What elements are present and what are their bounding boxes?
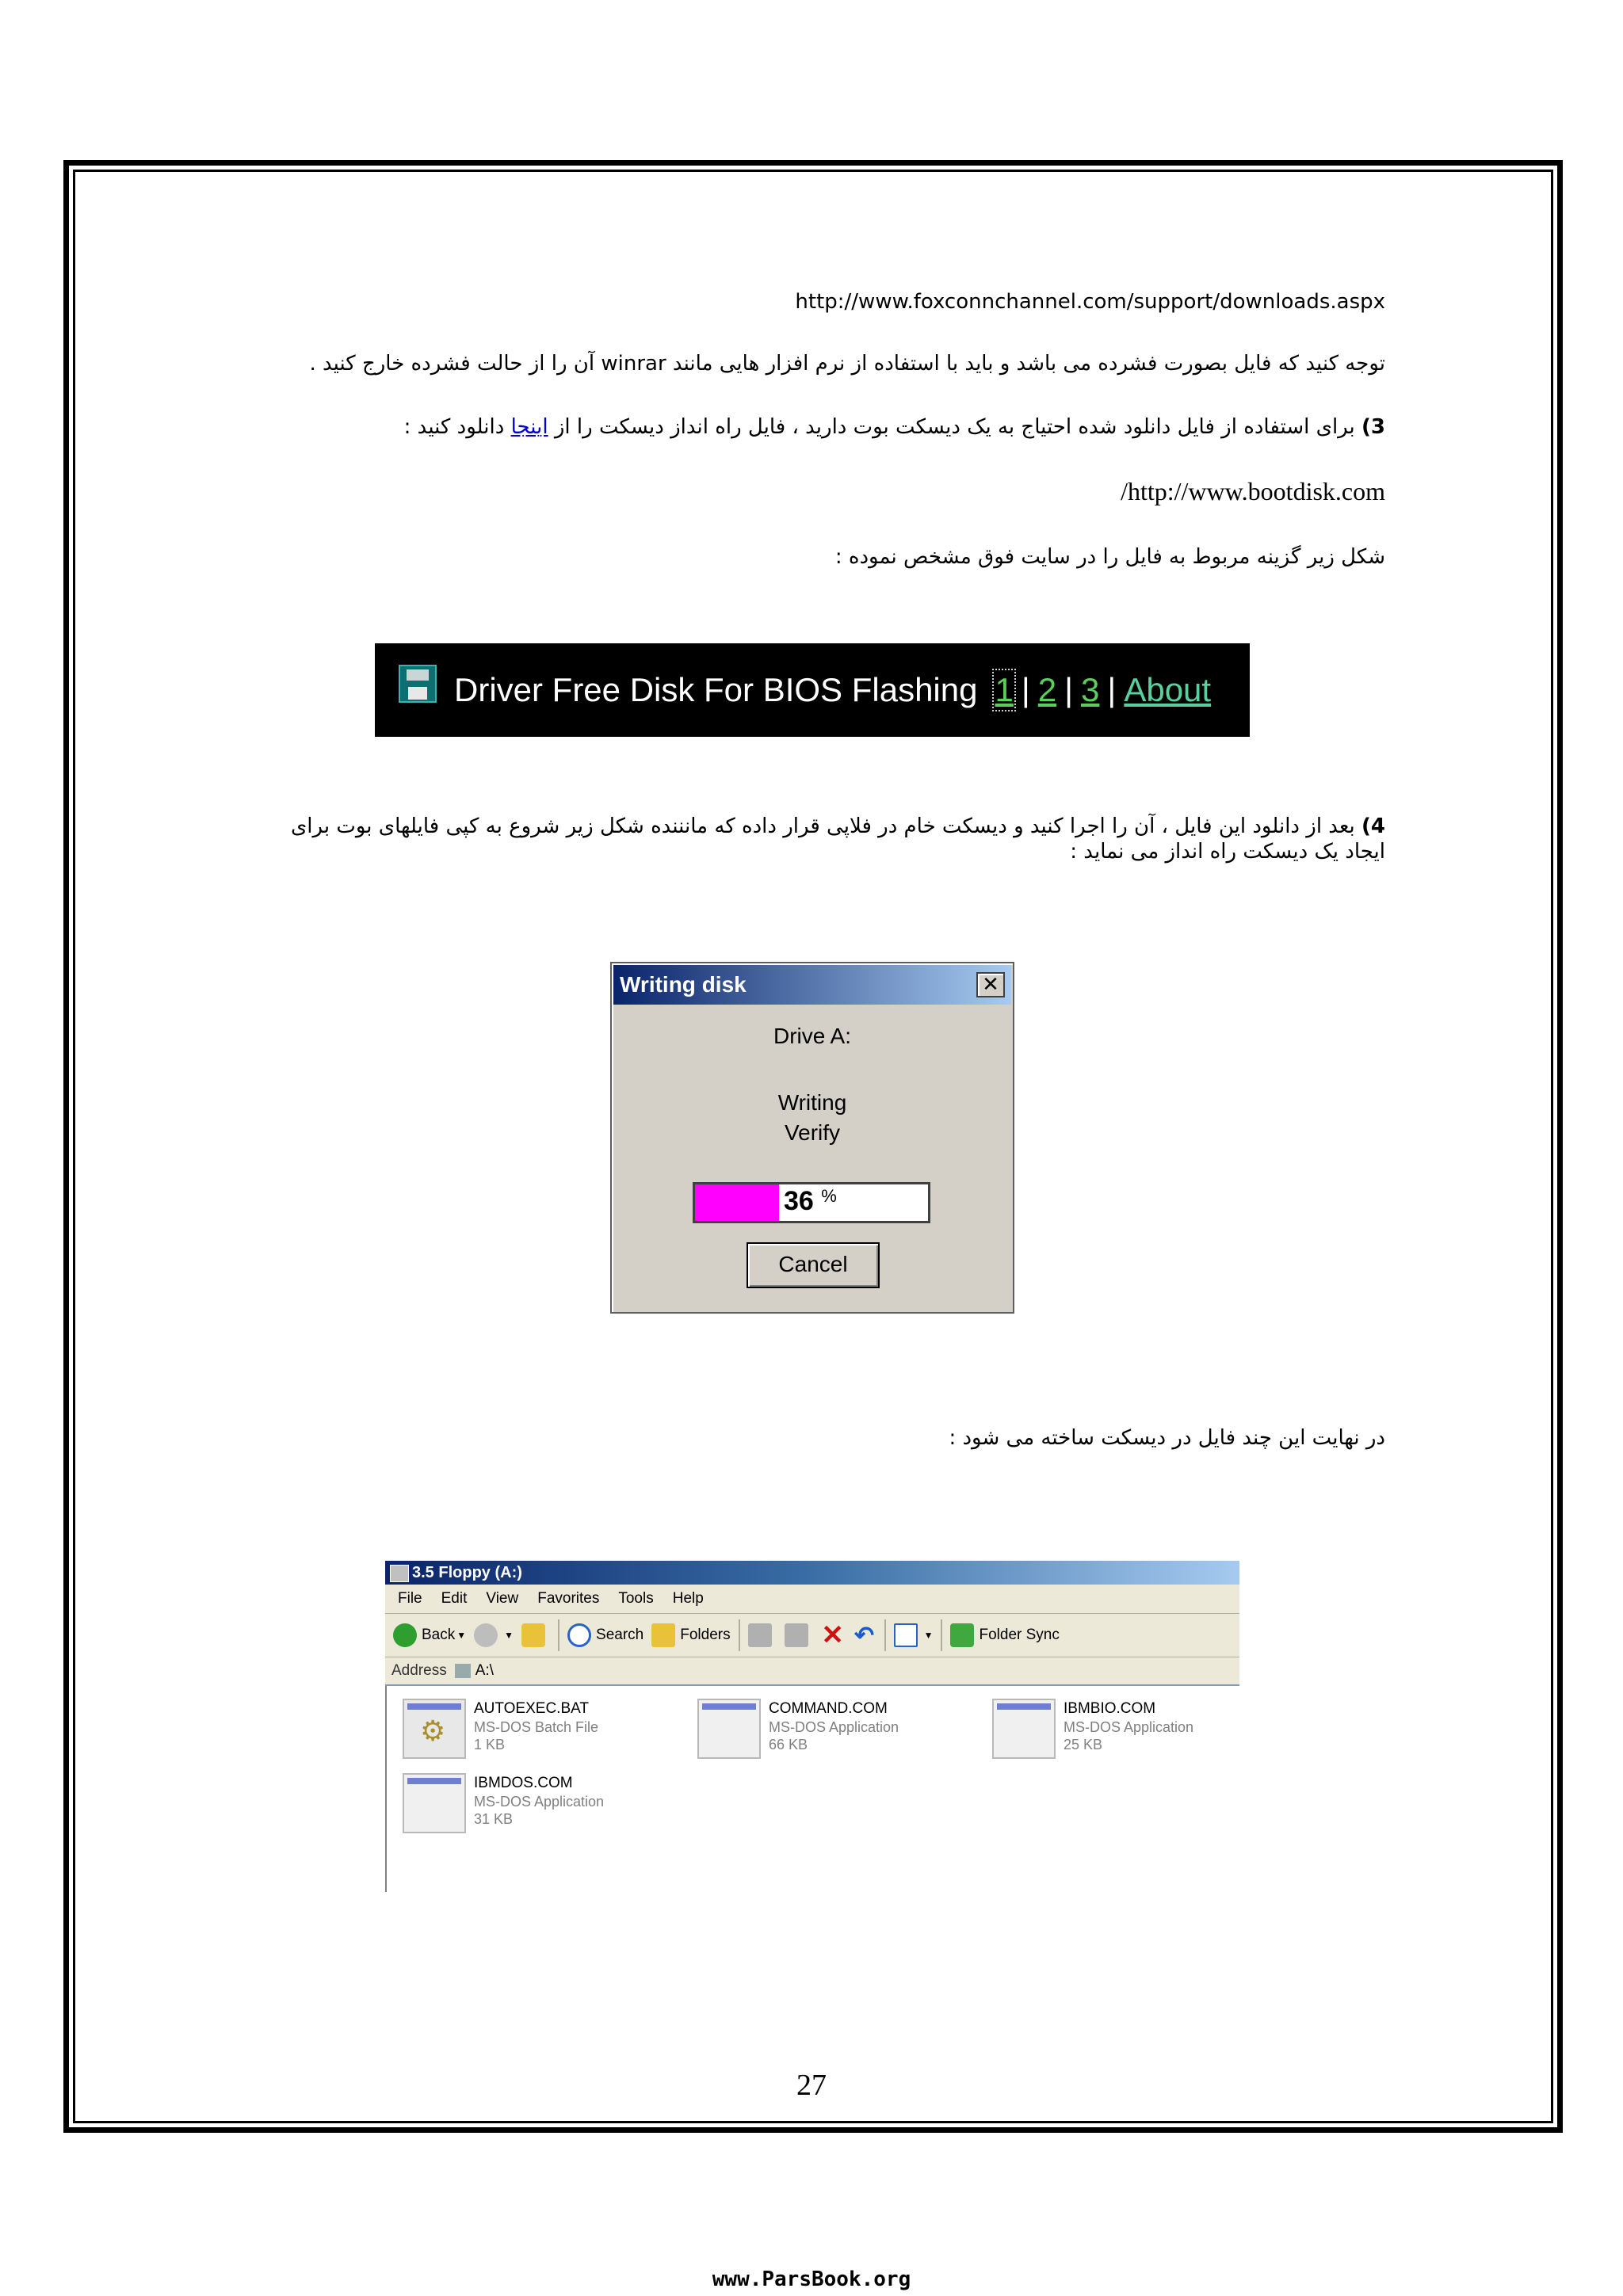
file-size: 1 KB (474, 1737, 506, 1753)
menu-view[interactable]: View (486, 1590, 519, 1607)
figure-caption-2: در نهایت این چند فایل در دیسکت ساخته می شود : (949, 1426, 1385, 1450)
menu-bar (385, 1585, 1239, 1614)
step4-number: 4) (1361, 814, 1385, 838)
dialog-title: Writing disk (613, 965, 1011, 1005)
chevron-down-icon[interactable]: ▼ (456, 1630, 467, 1641)
file-type: MS-DOS Application (474, 1794, 605, 1810)
menu-tools[interactable]: Tools (618, 1590, 654, 1607)
address-bar (385, 1657, 1239, 1686)
step3-link[interactable]: اینجا (510, 415, 548, 439)
chevron-down-icon[interactable]: ▼ (504, 1630, 514, 1641)
folders-label: Folders (680, 1627, 731, 1643)
explorer-window (385, 1561, 1241, 1892)
move-to-button[interactable] (748, 1623, 777, 1647)
banner-separator: | (1107, 671, 1117, 708)
up-folder-button[interactable] (521, 1623, 550, 1647)
folder-sync-label: Folder Sync (979, 1627, 1060, 1643)
explorer-title-text: 3.5 Floppy (A:) (412, 1564, 522, 1581)
delete-icon: ✕ (821, 1620, 844, 1650)
progress-value: 36 (784, 1186, 814, 1216)
undo-icon: ↶ (854, 1622, 875, 1649)
copy-to-button[interactable] (785, 1623, 813, 1647)
up-folder-icon (521, 1623, 545, 1647)
chevron-down-icon[interactable]: ▼ (923, 1630, 934, 1641)
step3-line (404, 415, 1385, 439)
file-name: COMMAND.COM (769, 1700, 888, 1717)
explorer-title (385, 1561, 1239, 1585)
dialog-status-writing: Writing (777, 1090, 847, 1115)
folder-sync-icon (950, 1623, 974, 1647)
move-to-icon (748, 1623, 772, 1647)
toolbar (385, 1614, 1239, 1657)
menu-file[interactable]: File (398, 1590, 422, 1607)
bootdisk-banner (375, 643, 1250, 737)
search-button[interactable] (567, 1623, 643, 1647)
search-label: Search (596, 1627, 644, 1643)
file-name: IBMBIO.COM (1064, 1700, 1156, 1717)
percent-sign: % (821, 1186, 837, 1206)
step4-line2: ایجاد یک دیسکت راه انداز می نماید : (1070, 840, 1385, 864)
step3-number: 3) (1361, 415, 1385, 439)
forward-arrow-icon (474, 1623, 498, 1647)
banner-separator: | (1064, 671, 1074, 708)
views-icon (894, 1623, 918, 1647)
step3-text-after: دانلود کنید : (403, 415, 511, 439)
back-label: Back (422, 1627, 456, 1643)
file-size: 25 KB (1064, 1737, 1103, 1753)
toolbar-divider (558, 1619, 559, 1651)
floppy-drive-icon (390, 1565, 409, 1582)
writing-disk-dialog (610, 962, 1014, 1314)
progress-bar (693, 1182, 930, 1223)
undo-button[interactable] (853, 1622, 876, 1650)
step4-line1 (291, 814, 1385, 838)
file-name: IBMDOS.COM (474, 1775, 573, 1791)
figure-caption-1: شکل زیر گزینه مربوط به فایل را در سایت فوق مشخص نموده : (834, 545, 1385, 569)
address-label: Address (391, 1662, 447, 1679)
forward-button[interactable] (474, 1623, 514, 1647)
file-item[interactable] (986, 1699, 1271, 1767)
file-type: MS-DOS Application (1064, 1719, 1194, 1735)
file-type: MS-DOS Application (769, 1719, 899, 1735)
file-list (385, 1686, 1239, 1892)
folder-sync-button[interactable] (950, 1623, 1059, 1647)
file-item[interactable] (396, 1773, 682, 1841)
close-icon[interactable]: ✕ (976, 972, 1005, 997)
menu-favorites[interactable]: Favorites (537, 1590, 600, 1607)
footer-url[interactable]: www.ParsBook.org (712, 2267, 911, 2291)
floppy-drive-icon (455, 1664, 471, 1678)
file-name: AUTOEXEC.BAT (474, 1700, 589, 1717)
file-item[interactable] (691, 1699, 976, 1767)
banner-link-1[interactable]: 1 (995, 671, 1014, 708)
menu-edit[interactable]: Edit (441, 1590, 468, 1607)
banner-title: Driver Free Disk For BIOS Flashing (454, 671, 978, 708)
back-button[interactable] (393, 1623, 466, 1647)
banner-separator: | (1021, 671, 1030, 708)
page-number: 27 (796, 2069, 827, 2102)
views-button[interactable] (894, 1623, 934, 1647)
banner-link-2[interactable]: 2 (1037, 671, 1057, 708)
step3-text-before: برای استفاده از فایل دانلود شده احتیاج به یک دیسکت بوت دارید ، فایل راه انداز دیسکت را از (548, 415, 1362, 439)
file-item[interactable] (396, 1699, 682, 1767)
folders-button[interactable] (651, 1623, 730, 1647)
back-arrow-icon (393, 1623, 417, 1647)
batch-file-icon (403, 1699, 466, 1759)
progress-fill (695, 1184, 779, 1221)
application-icon (697, 1699, 761, 1759)
banner-link-3[interactable]: 3 (1081, 671, 1100, 708)
step4-text: بعد از دانلود این فایل ، آن را اجرا کنید و دیسکت خام در فلاپی قرار داده که مانننده شکل زیر شروع به کپی فایلهای بوت برای (290, 814, 1362, 838)
search-icon (567, 1623, 591, 1647)
note-line: توجه کنید که فایل بصورت فشرده می باشد و باید با استفاده از نرم افزار هایی مانند winrar آن را از حالت فشرده خارج کنید . (309, 352, 1385, 376)
toolbar-divider (739, 1619, 740, 1651)
cancel-button[interactable]: Cancel (747, 1242, 880, 1288)
progress-text (784, 1186, 837, 1217)
bootdisk-url[interactable]: /http://www.bootdisk.com (1121, 477, 1385, 505)
file-type: MS-DOS Batch File (474, 1719, 599, 1735)
dialog-drive: Drive A: (773, 1024, 852, 1048)
file-size: 31 KB (474, 1811, 514, 1827)
application-icon (992, 1699, 1056, 1759)
toolbar-divider (941, 1619, 942, 1651)
floppy-disk-icon (399, 665, 437, 703)
folders-icon (651, 1623, 675, 1647)
address-input[interactable]: A:\ (475, 1662, 494, 1679)
application-icon (403, 1773, 466, 1833)
file-size: 66 KB (769, 1737, 808, 1753)
menu-help[interactable]: Help (672, 1590, 704, 1607)
delete-button[interactable] (821, 1619, 845, 1651)
dialog-status-verify: Verify (784, 1120, 841, 1145)
copy-to-icon (785, 1623, 808, 1647)
toolbar-divider (884, 1619, 886, 1651)
foxconn-url[interactable]: http://www.foxconnchannel.com/support/downloads.aspx (795, 290, 1385, 314)
banner-about-link[interactable]: About (1124, 671, 1212, 708)
